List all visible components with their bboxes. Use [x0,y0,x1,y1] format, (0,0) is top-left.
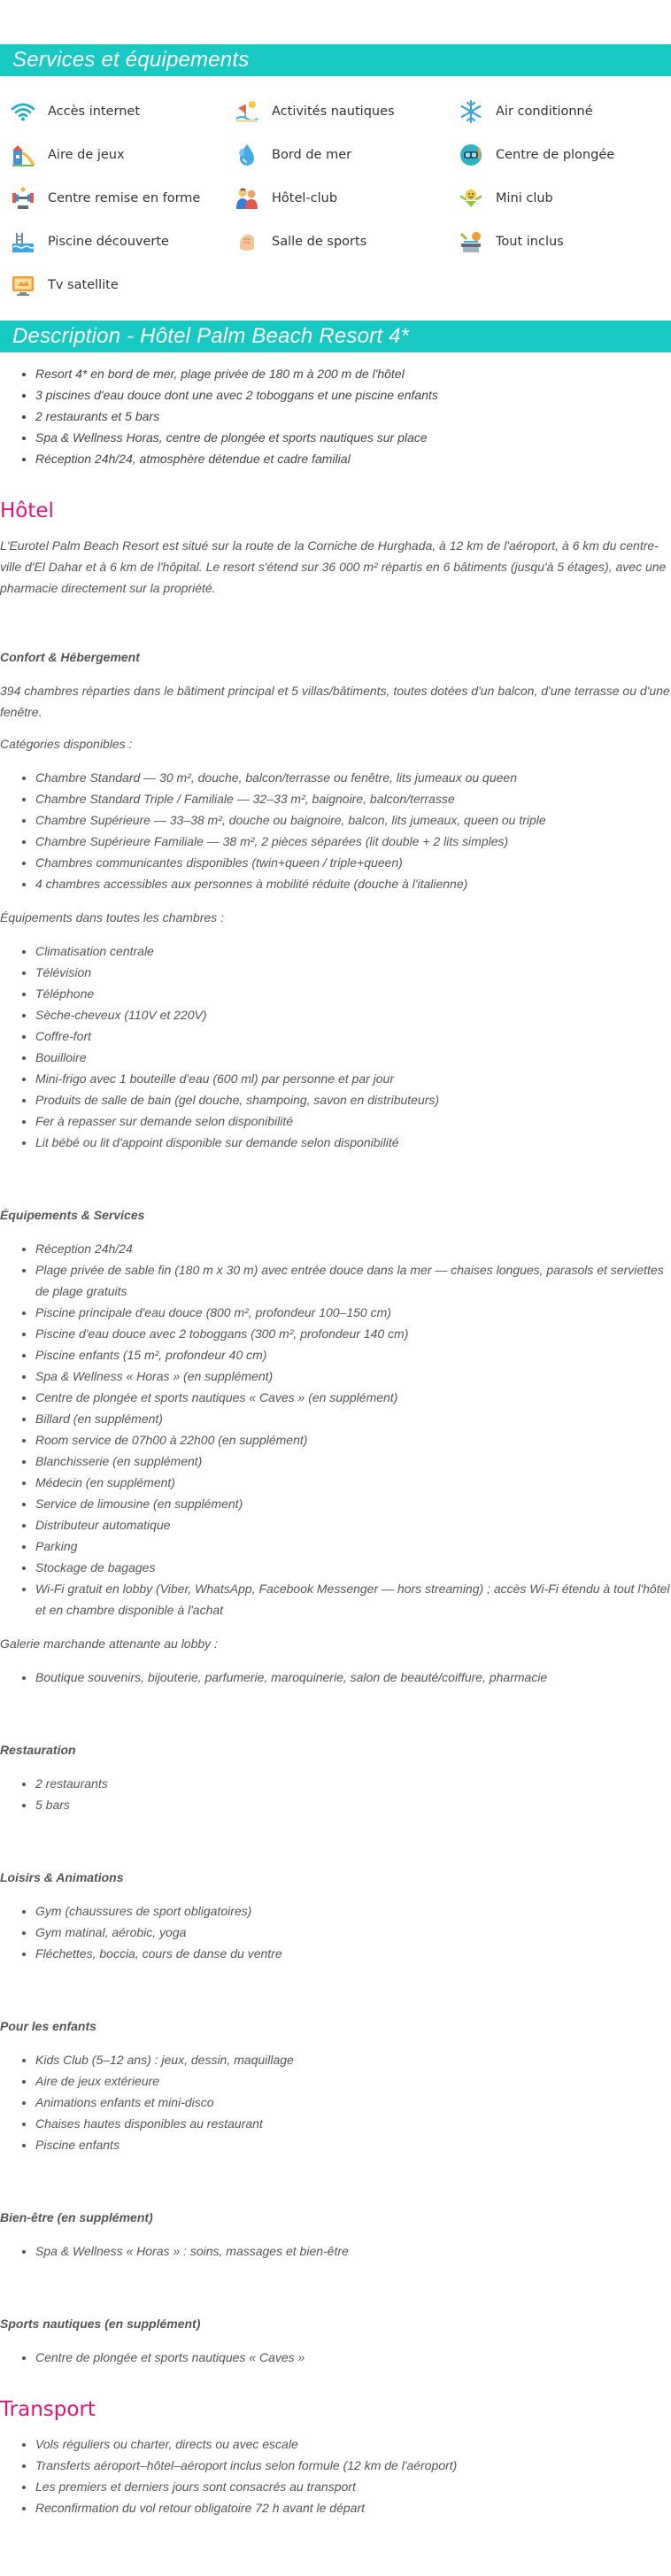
list-item: • Spa & Wellness « Horas » : soins, massages et bien-être [35,2240,671,2262]
gym-icon [235,229,259,254]
services-title: Services et équipements [12,48,250,72]
kids-list [0,2049,671,2155]
list-item: • Lit bébé ou lit d'appoint disponible sur demande selon disponibilité [35,1132,671,1153]
list-item: • Télévision [35,962,671,983]
list-item: • Centre de plongée et sports nautiques « Caves » (en supplément) [35,1387,671,1408]
list-item: • Chambres communicantes disponibles (twin+queen / triple+queen) [35,852,671,873]
list-item: • Distributeur automatique [35,1514,671,1536]
hotel-intro: L'Eurotel Palm Beach Resort est situé sur la route de la Corniche de Hurghada, à 12 km de l'aéroport, à 6 km du centre-ville d'El Dahar et à 6 km de l'hôpital. Le resort s'étend sur 36 000 m² répartis en 6 bâtiments (jusqu'à 5 étages), avec une pharmacie directement sur la propriété. [0,538,667,595]
room-categories-list [0,767,671,894]
service-item-internet [11,96,235,128]
list-item: • Blanchisserie (en supplément) [35,1450,671,1472]
lodging-heading: Confort & Hébergement [0,650,140,664]
list-item: • Spa & Wellness Horas, centre de plongée et sports nautiques sur place [35,427,671,448]
facilities-list [0,1238,671,1621]
list-item: • Chambre Supérieure Familiale — 38 m², 2 pièces séparées (lit double + 2 lits simples) [35,831,671,852]
list-item: • Chambre Standard — 30 m², douche, balcon/terrasse ou fenêtre, lits jumeaux ou queen [35,767,671,788]
list-item: • Centre de plongée et sports nautiques « Caves » [35,2347,671,2368]
list-item: • Billard (en supplément) [35,1408,671,1429]
service-label: Aire de jeux [48,148,125,162]
service-label: Accès internet [48,104,141,119]
tv-icon [11,273,35,298]
list-item: • Spa & Wellness « Horas » (en supplément) [35,1365,671,1387]
restaurants-heading: Restauration [0,1743,76,1757]
service-item-tv [11,269,235,301]
list-item: • Fer à repasser sur demande selon disponibilité [35,1110,671,1132]
wellness-heading: Bien-être (en supplément) [0,2210,153,2224]
list-item: • Chaises hautes disponibles au restaurant [35,2113,671,2134]
list-item: • Parking [35,1536,671,1557]
list-item: • Produits de salle de bain (gel douche, shampoing, savon en distributeurs) [35,1089,671,1110]
list-item: • 3 piscines d'eau douce dont une avec 2 toboggans et une piscine enfants [35,384,671,406]
service-item-fitness [11,182,235,214]
list-item: • Mini-frigo avec 1 bouteille d'eau (600 ml) par personne et par jour [35,1068,671,1089]
service-label: Piscine découverte [48,235,169,249]
hotel-heading: Hôtel [0,499,54,522]
playground-icon [11,143,35,167]
list-item: • Reconfirmation du vol retour obligatoire 72 h avant le départ [35,2497,671,2518]
service-label: Tv satellite [48,278,119,292]
mini-club-icon [459,186,483,211]
list-item: • 2 restaurants et 5 bars [35,406,671,427]
list-item: • Téléphone [35,983,671,1004]
leisure-list [0,1900,671,1964]
list-item: • Gym (chaussures de sport obligatoires) [35,1900,671,1922]
list-item: • Coffre-fort [35,1025,671,1047]
list-item: • Piscine principale d'eau douce (800 m², profondeur 100–150 cm) [35,1302,671,1323]
gallery-label: Galerie marchande attenante au lobby : [0,1636,218,1651]
list-item: • Resort 4* en bord de mer, plage privée de 180 m à 200 m de l'hôtel [35,363,671,384]
list-item: • Transferts aéroport–hôtel–aéroport inclus selon formule (12 km de l'aéroport) [35,2455,671,2476]
service-item-pool [11,226,235,258]
list-item: • Les premiers et derniers jours sont consacrés au transport [35,2476,671,2497]
kids-heading: Pour les enfants [0,2019,96,2033]
list-item: • Boutique souvenirs, bijouterie, parfumerie, maroquinerie, salon de beauté/coiffure, pharmacie [35,1667,671,1688]
wellness-list [0,2240,671,2262]
service-item-mini-club [459,182,671,214]
list-item: • Room service de 07h00 à 22h00 (en supplément) [35,1429,671,1450]
list-item: • 5 bars [35,1794,671,1815]
services-grid [0,76,671,321]
list-item: • Gym matinal, aérobic, yoga [35,1922,671,1943]
restaurants-list [0,1773,671,1815]
room-equipment-list [0,940,671,1153]
list-item: • Animations enfants et mini-disco [35,2092,671,2113]
list-item: • Piscine enfants [35,2134,671,2155]
list-item: • Piscine enfants (15 m², profondeur 40 cm) [35,1344,671,1365]
categories-label: Catégories disponibles : [0,737,133,751]
list-item: • Kids Club (5–12 ans) : jeux, dessin, maquillage [35,2049,671,2070]
hotel-club-icon [235,186,259,211]
service-item-all-inclusive [459,226,671,258]
service-item-hotel-club [235,182,459,214]
service-item-diving [459,139,671,171]
list-item: • Wi-Fi gratuit en lobby (Viber, WhatsApp, Facebook Messenger — hors streaming) ; accès Wi-Fi étendu à tout l'hôtel et en chambre disponible à l'achat [35,1578,671,1621]
service-label: Activités nautiques [272,104,395,119]
service-label: Salle de sports [272,235,367,249]
list-item: • Climatisation centrale [35,940,671,962]
transport-list [0,2433,671,2518]
list-item: • Plage privée de sable fin (180 m x 30 m) avec entrée douce dans la mer — chaises longues, parasols et serviettes de plage gratuits [35,1259,671,1302]
service-item-nautical [235,96,459,128]
description-highlights [0,352,671,469]
list-item: • Réception 24h/24 [35,1238,671,1259]
list-item: • Stockage de bagages [35,1557,671,1578]
snowflake-icon [459,99,483,124]
description-title: Description - Hôtel Palm Beach Resort 4* [12,324,410,348]
list-item: • Piscine d'eau douce avec 2 toboggans (300 m², profondeur 140 cm) [35,1323,671,1344]
nautical-heading: Sports nautiques (en supplément) [0,2317,201,2331]
all-inclusive-icon [459,229,483,254]
list-item: • Chambre Supérieure — 33–38 m², douche ou baignoire, balcon, lits jumeaux, queen ou triple [35,809,671,831]
gallery-list [0,1667,671,1688]
list-item: • Réception 24h/24, atmosphère détendue et cadre familial [35,448,671,469]
nautical-list [0,2347,671,2368]
pool-icon [11,229,35,254]
list-item: • 4 chambres accessibles aux personnes à mobilité réduite (douche à l'italienne) [35,873,671,894]
list-item: • Bouilloire [35,1047,671,1068]
fitness-icon [11,186,35,211]
transport-heading: Transport [0,2398,96,2421]
service-label: Centre de plongée [496,148,615,162]
service-label: Bord de mer [272,148,352,162]
list-item: • Chambre Standard Triple / Familiale — 32–33 m², baignoire, balcon/terrasse [35,788,671,809]
services-section-header [0,44,671,76]
service-label: Centre remise en forme [48,191,201,205]
leisure-heading: Loisirs & Animations [0,1870,124,1884]
service-label: Air conditionné [496,104,593,119]
service-label: Hôtel-club [272,191,338,205]
list-item: • 2 restaurants [35,1773,671,1794]
water-drop-icon [235,143,259,167]
facilities-heading: Équipements & Services [0,1208,145,1222]
service-label: Mini club [496,191,553,205]
list-item: • Fléchettes, boccia, cours de danse du ventre [35,1943,671,1964]
service-item-seaside [235,139,459,171]
list-item: • Aire de jeux extérieure [35,2070,671,2092]
list-item: • Sèche-cheveux (110V et 220V) [35,1004,671,1025]
service-label: Tout inclus [496,235,564,249]
service-item-playground [11,139,235,171]
wifi-icon [11,99,35,124]
equipment-label: Équipements dans toutes les chambres : [0,910,224,924]
list-item: • Médecin (en supplément) [35,1472,671,1493]
beach-activities-icon [235,99,259,124]
list-item: • Service de limousine (en supplément) [35,1493,671,1514]
lodging-text: 394 chambres réparties dans le bâtiment principal et 5 villas/bâtiments, toutes dotées d'un balcon, d'une terrasse ou d'une fenêtre. [0,684,670,719]
service-item-aircon [459,96,671,128]
service-item-gym [235,226,459,258]
description-section-header [0,321,671,352]
list-item: • Vols réguliers ou charter, directs ou avec escale [35,2433,671,2455]
diving-icon [459,143,483,167]
